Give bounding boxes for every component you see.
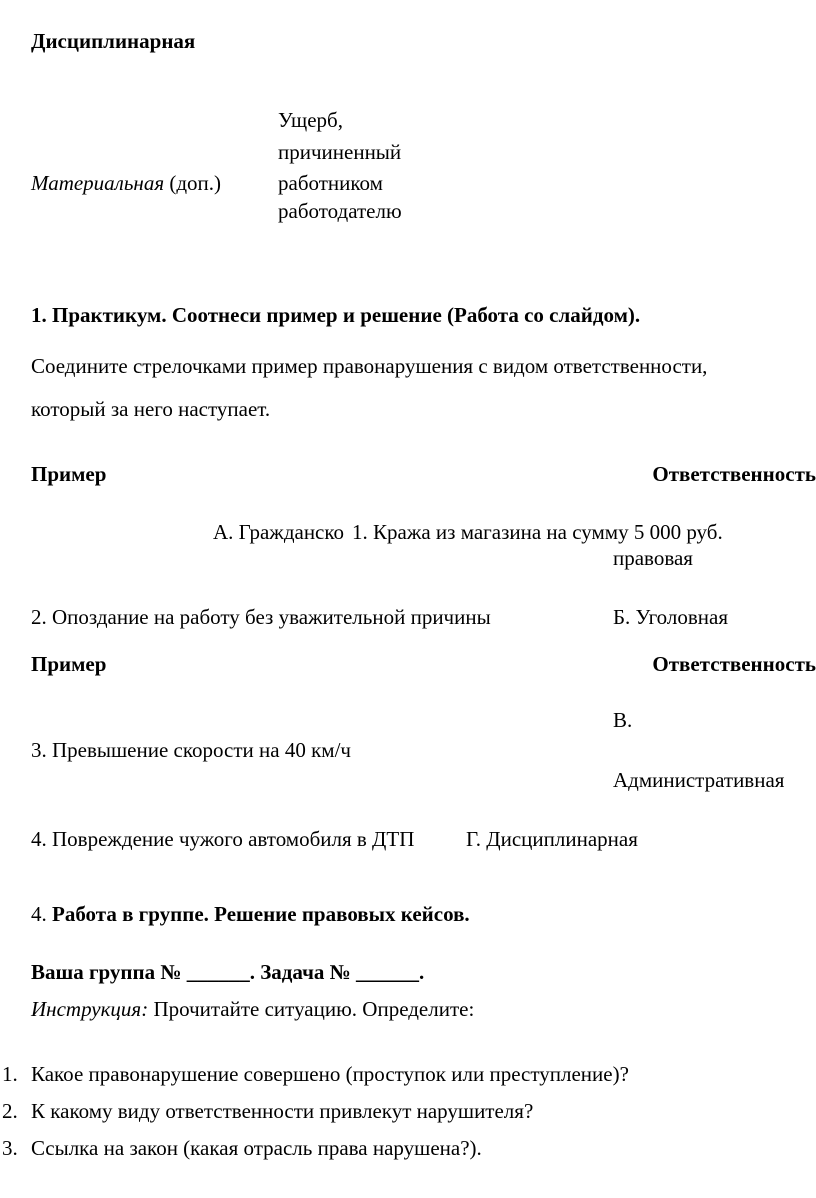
question-3-number: 3. <box>2 1136 18 1160</box>
task4-heading: Работа в группе. Решение правовых кейсов. <box>52 902 470 926</box>
task1-heading: 1. Практикум. Соотнеси пример и решение (Работа со слайдом). <box>31 303 641 327</box>
row3-answer: Административная <box>613 768 785 792</box>
row4-answer: Г. Дисциплинарная <box>466 827 638 851</box>
row2-example: 2. Опоздание на работу без уважительной причины <box>31 605 491 629</box>
material-label <box>31 171 221 196</box>
question-1-number: 1. <box>2 1062 18 1086</box>
task1-instruction-line2: который за него наступает. <box>31 397 271 421</box>
row1-answer: А. Гражданско <box>213 520 345 544</box>
row1-answer-cont: правовая <box>613 546 693 570</box>
task4-number: 4. <box>31 902 47 926</box>
instruction-line <box>31 997 474 1022</box>
damage-line-2: причиненный <box>278 140 402 164</box>
col-example-header-2: Пример <box>31 652 107 676</box>
instruction-text: Прочитайте ситуацию. Определите: <box>153 997 475 1021</box>
question-2-number: 2. <box>2 1099 18 1123</box>
damage-line-3: работником <box>278 171 383 195</box>
question-2: К какому виду ответственности привлекут нарушителя? <box>31 1099 534 1123</box>
material-label-italic: Материальная <box>31 171 165 195</box>
top-heading: Дисциплинарная <box>31 29 196 53</box>
row4-example: 4. Повреждение чужого автомобиля в ДТП <box>31 827 415 851</box>
question-3: Ссылка на закон (какая отрасль права нарушена?). <box>31 1136 482 1160</box>
row3-example: 3. Превышение скорости на 40 км/ч <box>31 738 351 762</box>
material-label-note: (доп.) <box>169 171 221 195</box>
task4-heading-line <box>31 902 470 927</box>
question-1: Какое правонарушение совершено (проступок или преступление)? <box>31 1062 629 1086</box>
row2-answer: Б. Уголовная <box>613 605 729 629</box>
row3-answer-letter: В. <box>613 708 633 732</box>
instruction-label: Инструкция: <box>31 997 149 1021</box>
row1-example: 1. Кража из магазина на сумму 5 000 руб. <box>352 520 723 544</box>
group-line: Ваша группа № ______. Задача № ______. <box>31 960 425 984</box>
col-example-header: Пример <box>31 462 107 486</box>
col-responsibility-header-2: Ответственность <box>652 652 816 676</box>
task1-instruction-line1: Соедините стрелочками пример правонарушения с видом ответственности, <box>31 354 708 378</box>
col-responsibility-header: Ответственность <box>652 462 816 486</box>
damage-line-1: Ущерб, <box>278 108 343 132</box>
damage-line-4: работодателю <box>278 199 402 223</box>
